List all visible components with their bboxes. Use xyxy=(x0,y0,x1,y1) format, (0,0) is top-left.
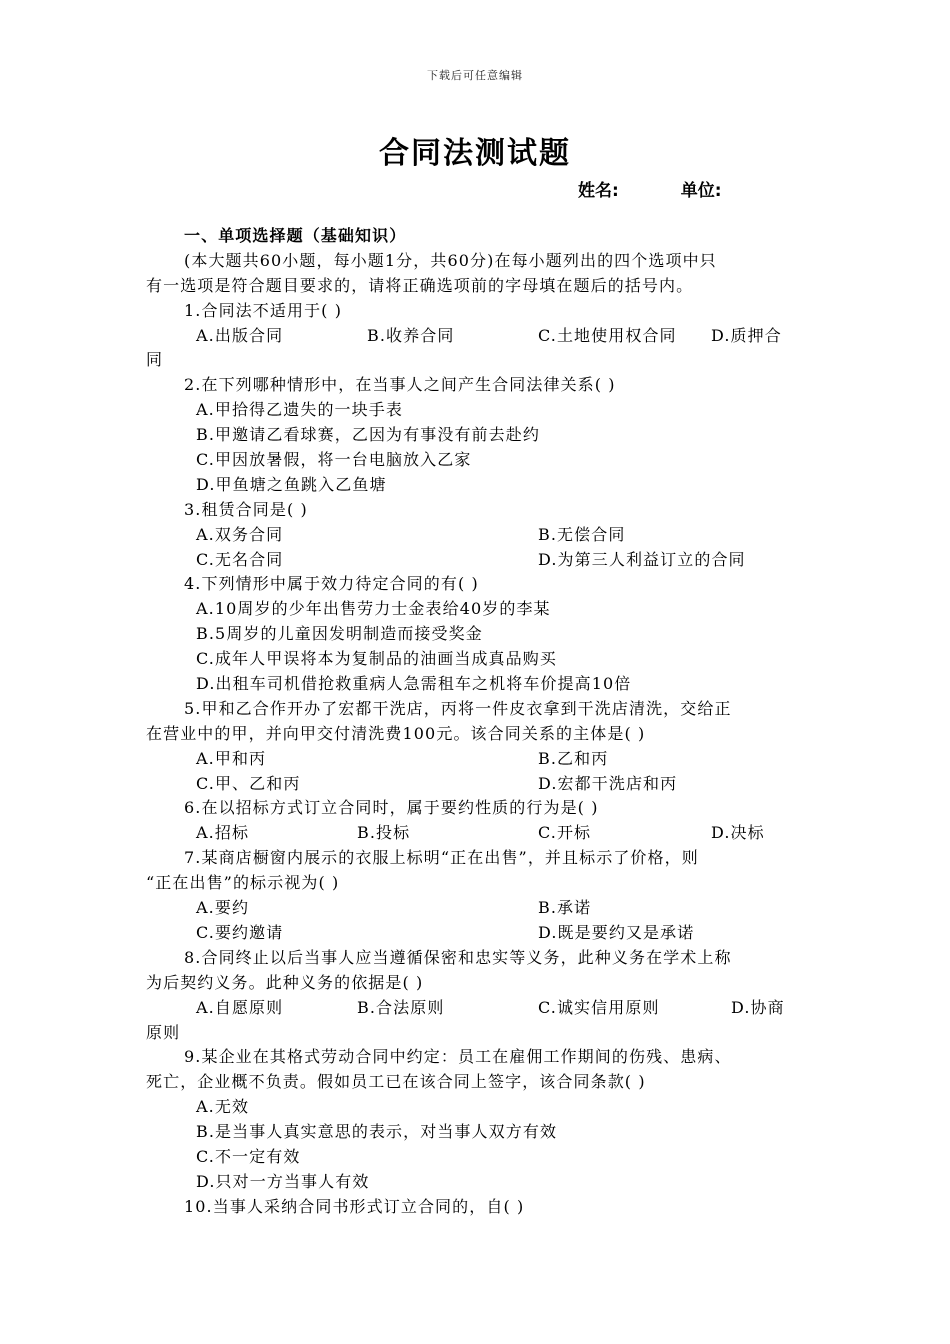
option: D.质押合 xyxy=(711,325,782,345)
question-stem: 6.在以招标方式订立合同时，属于要约性质的行为是( ) xyxy=(184,798,599,818)
option: C.甲、乙和丙 xyxy=(196,773,301,793)
option: A.甲和丙 xyxy=(196,748,267,768)
question-stem: 9.某企业在其格式劳动合同中约定：员工在雇佣工作期间的伤残、患病、 xyxy=(184,1047,732,1067)
section-title: 一、单项选择题（基础知识） xyxy=(184,226,407,245)
option-row xyxy=(146,772,810,797)
option: A.甲拾得乙遗失的一块手表 xyxy=(196,400,403,420)
question-stem: 3.租赁合同是( ) xyxy=(184,499,308,519)
option-wrap: 原则 xyxy=(146,1022,181,1042)
option: A.双务合同 xyxy=(196,524,284,544)
option: D.决标 xyxy=(711,823,765,843)
option: A.无效 xyxy=(196,1097,250,1117)
option: C.不一定有效 xyxy=(196,1146,301,1166)
option: A.自愿原则 xyxy=(196,997,284,1017)
option: D.宏都干洗店和丙 xyxy=(538,773,678,793)
option: D.既是要约又是承诺 xyxy=(538,922,695,942)
option-row xyxy=(146,548,810,573)
option: C.甲因放暑假，将一台电脑放入乙家 xyxy=(196,450,472,470)
question-stem-cont: 为后契约义务。此种义务的依据是( ) xyxy=(146,972,424,992)
option: A.出版合同 xyxy=(196,325,284,345)
question-stem: 5.甲和乙合作开办了宏都干洗店，丙将一件皮衣拿到干洗店清洗，交给正 xyxy=(184,698,732,718)
option: B.无偿合同 xyxy=(538,524,626,544)
option: B.合法原则 xyxy=(357,997,445,1017)
question-stem-cont: 死亡，企业概不负责。假如员工已在该合同上签字，该合同条款( ) xyxy=(146,1072,646,1092)
option: D.甲鱼塘之鱼跳入乙鱼塘 xyxy=(196,474,387,494)
intro-line: (本大题共60小题，每小题1分，共60分)在每小题列出的四个选项中只 xyxy=(184,250,717,270)
intro-line: 有一选项是符合题目要求的，请将正确选项前的字母填在题后的括号内。 xyxy=(146,275,694,295)
unit-label: 单位: xyxy=(680,181,722,201)
option: D.协商 xyxy=(731,997,785,1017)
name-label: 姓名: xyxy=(578,181,619,201)
option: A.10周岁的少年出售劳力士金表给40岁的李某 xyxy=(196,599,551,619)
option: C.诚实信用原则 xyxy=(538,997,660,1017)
option: B.是当事人真实意思的表示，对当事人双方有效 xyxy=(196,1122,558,1142)
option: A.要约 xyxy=(196,898,250,918)
option-row xyxy=(146,896,810,921)
option-row xyxy=(146,324,810,349)
option: A.招标 xyxy=(196,823,250,843)
option: B.乙和丙 xyxy=(538,748,609,768)
page-title: 合同法测试题 xyxy=(379,136,571,171)
question-stem: 4.下列情形中属于效力待定合同的有( ) xyxy=(184,574,479,594)
question-stem: 8.合同终止以后当事人应当遵循保密和忠实等义务，此种义务在学术上称 xyxy=(184,947,732,967)
option-row xyxy=(146,921,810,946)
option: D.只对一方当事人有效 xyxy=(196,1171,370,1191)
question-stem-cont: 在营业中的甲，并向甲交付清洗费100元。该合同关系的主体是( ) xyxy=(146,723,646,743)
option-row xyxy=(146,996,810,1021)
option: D.为第三人利益订立的合同 xyxy=(538,549,746,569)
option: B.承诺 xyxy=(538,898,592,918)
option: B.投标 xyxy=(357,823,411,843)
option: C.开标 xyxy=(538,823,592,843)
signature-row xyxy=(578,176,722,201)
question-stem-cont: “正在出售”的标示视为( ) xyxy=(146,873,340,893)
option: C.土地使用权合同 xyxy=(538,325,677,345)
option: C.成年人甲误将本为复制品的油画当成真品购买 xyxy=(196,649,557,669)
question-stem: 2.在下列哪种情形中，在当事人之间产生合同法律关系( ) xyxy=(184,375,616,395)
option-row xyxy=(146,523,810,548)
question-stem: 1.合同法不适用于( ) xyxy=(184,300,343,320)
option: C.无名合同 xyxy=(196,549,284,569)
option-row xyxy=(146,747,810,772)
option: C.要约邀请 xyxy=(196,922,284,942)
question-stem: 10.当事人采纳合同书形式订立合同的，自( ) xyxy=(184,1196,525,1216)
option: B.甲邀请乙看球赛，乙因为有事没有前去赴约 xyxy=(196,425,540,445)
option: B.收养合同 xyxy=(367,325,455,345)
option: B.5周岁的儿童因发明制造而接受奖金 xyxy=(196,624,483,644)
header-note: 下载后可任意编辑 xyxy=(427,69,523,82)
option-wrap: 同 xyxy=(146,350,164,370)
option: D.出租车司机借抢救重病人急需租车之机将车价提高10倍 xyxy=(196,674,632,694)
question-list xyxy=(146,224,810,1220)
question-stem: 7.某商店橱窗内展示的衣服上标明“正在出售”，并且标示了价格，则 xyxy=(184,848,699,868)
option-row xyxy=(146,821,810,846)
